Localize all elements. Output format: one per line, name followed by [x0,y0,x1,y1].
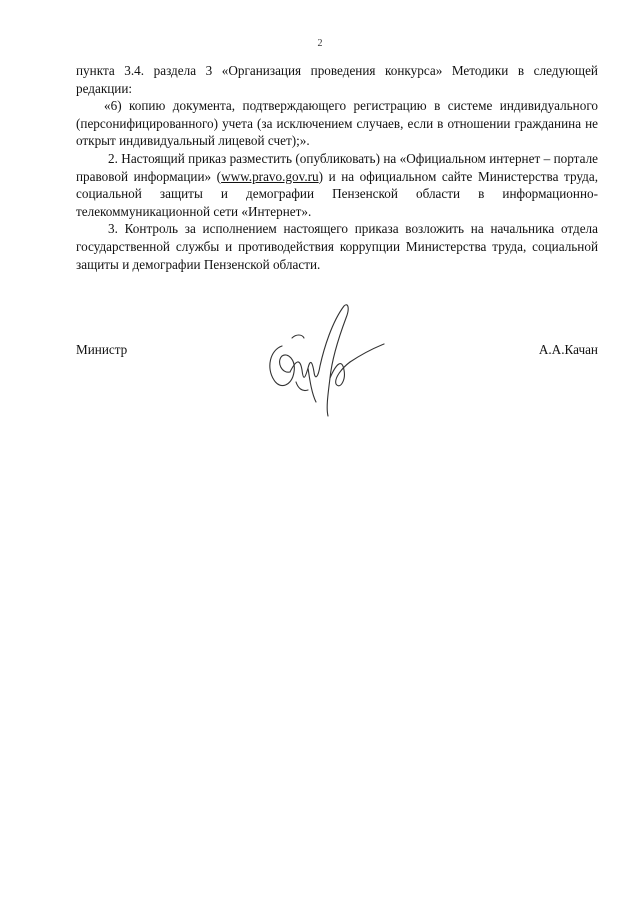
paragraph-publication [76,150,598,220]
page-number: 2 [317,38,323,49]
publication-text-end: ) и на официальном сайте Министерства труда, социальной защиты и демографии Пензенской области в информационно-телекоммуникационной сети «Интернет». [76,168,598,219]
document-body [76,62,598,273]
paragraph-quoted-item: «6) копию документа, подтверждающего регистрацию в системе индивидуального (персонифицированного) учета (за исключением случаев, если в отношении гражданина не открыт индивидуальный лицевой счет);». [76,98,598,149]
publication-text-start: 2. Настоящий приказ разместить (опубликовать) на «Официальном интернет – портале правовой информации» ( [76,150,598,184]
signatory-title: Министр [76,342,128,357]
handwritten-signature [252,298,392,428]
pravo-link[interactable]: www.pravo.gov.ru [221,168,319,184]
paragraph-control: 3. Контроль за исполнением настоящего приказа возложить на начальника отдела государственной службы и противодействия коррупции Министерства труда, социальной защиты и демографии Пензенской области. [76,221,598,272]
signatory-name: А.А.Качан [538,342,598,357]
paragraph-continuation: пункта 3.4. раздела 3 «Организация проведения конкурса» Методики в следующей редакции: [76,63,598,96]
